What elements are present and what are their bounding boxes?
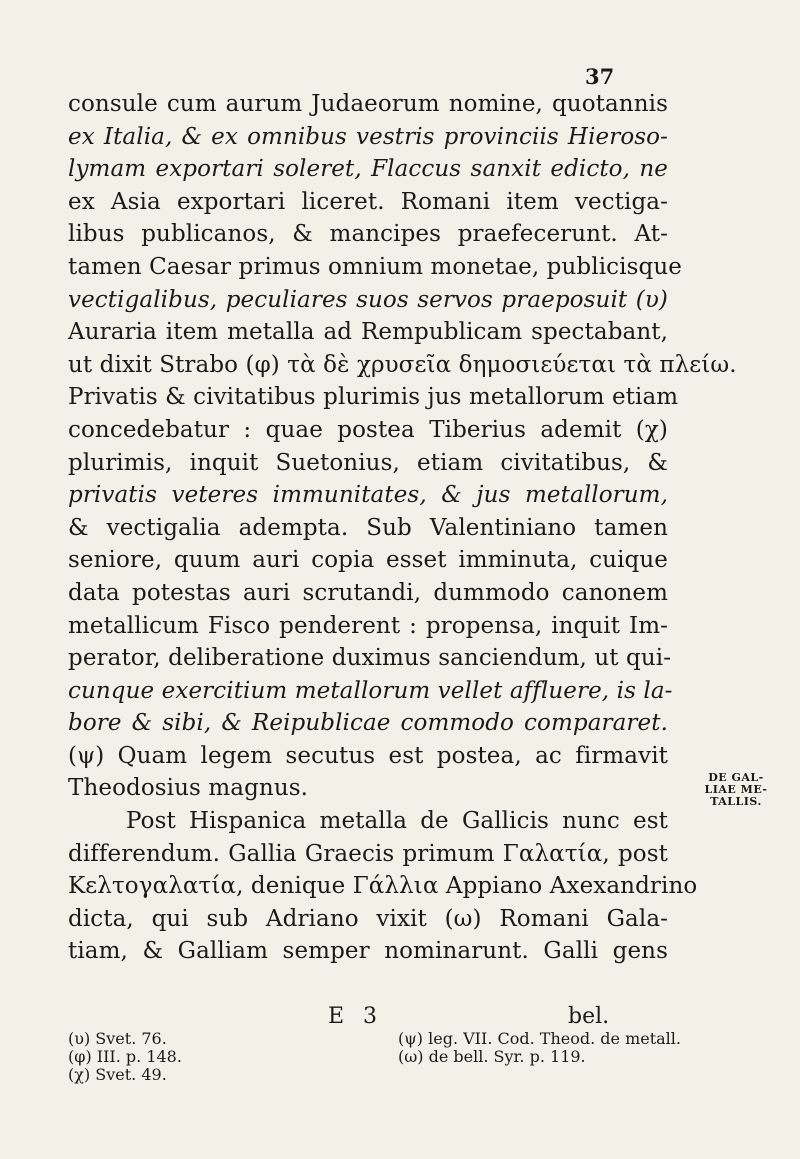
text-line: privatis veteres immunitates, & jus metallorum, xyxy=(68,482,668,509)
footnote: (υ) Svet. 76. xyxy=(68,1029,167,1048)
text-line: tamen Caesar primus omnium monetae, publicisque xyxy=(68,253,682,280)
text-line: differendum. Gallia Graecis primum Γαλατία, post xyxy=(68,840,668,867)
text-line: & vectigalia adempta. Sub Valentiniano tamen xyxy=(68,514,668,541)
text-line: plurimis, inquit Suetonius, etiam civitatibus, & xyxy=(68,449,668,476)
text-line: ex Italia, & ex omnibus vestris provinciis Hieroso- xyxy=(68,123,668,150)
text-line: ex Asia exportari liceret. Romani item vectiga- xyxy=(68,188,668,215)
marginal-note-line: DE GAL- xyxy=(708,771,764,784)
footnote: (χ) Svet. 49. xyxy=(68,1065,167,1084)
text-line: Auraria item metalla ad Rempublicam spectabant, xyxy=(68,319,668,346)
text-line: libus publicanos, & mancipes praefecerunt. At- xyxy=(68,221,668,248)
text-line: ut dixit Strabo (φ) τὰ δὲ χρυσεῖα δημοσιεύεται τὰ πλείω. xyxy=(68,351,737,378)
text-line: (ψ) Quam legem secutus est postea, ac firmavit xyxy=(68,742,668,769)
text-line: Post Hispanica metalla de Gallicis nunc est xyxy=(126,808,668,835)
text-line: Κελτογαλατία, denique Γάλλια Appiano Axexandrino xyxy=(68,873,698,900)
footnotes-right-column xyxy=(398,1030,748,1066)
text-line: concedebatur : quae postea Tiberius ademit (χ) xyxy=(68,416,668,443)
text-line: data potestas auri scrutandi, dummodo canonem xyxy=(68,579,668,606)
text-line: seniore, quum auri copia esset imminuta, cuique xyxy=(68,547,668,574)
marginal-note xyxy=(681,772,791,808)
text-line: perator, deliberatione duximus sanciendum, ut qui- xyxy=(68,645,672,672)
text-line: Privatis & civitatibus plurimis jus metallorum etiam xyxy=(68,384,679,411)
text-line: bore & sibi, & Reipublicae commodo compararet. xyxy=(68,710,668,737)
footnote: (φ) III. p. 148. xyxy=(68,1047,182,1066)
text-line: vectigalibus, peculiares suos servos praeposuit (υ) xyxy=(68,286,668,313)
text-line: dicta, qui sub Adriano vixit (ω) Romani Gala- xyxy=(68,905,668,932)
marginal-note-line: TALLIS. xyxy=(710,795,762,808)
footnotes-left-column xyxy=(68,1030,358,1084)
text-line: cunque exercitium metallorum vellet affluere, is la- xyxy=(68,677,673,704)
marginal-note-line: LIAE ME- xyxy=(704,783,768,796)
text-line: lymam exportari soleret, Flaccus sanxit edicto, ne xyxy=(68,156,668,183)
signature-mark: E 3 xyxy=(328,1004,384,1029)
page-number: 37 xyxy=(585,64,615,89)
footnote: (ψ) leg. VII. Cod. Theod. de metall. xyxy=(398,1029,681,1048)
text-line: Theodosius magnus. xyxy=(68,775,309,802)
catchword: bel. xyxy=(568,1004,610,1029)
text-line: consule cum aurum Judaeorum nomine, quotannis xyxy=(68,91,668,117)
footnote: (ω) de bell. Syr. p. 119. xyxy=(398,1047,586,1066)
text-line: tiam, & Galliam semper nominarunt. Galli gens xyxy=(68,938,668,965)
text-line: metallicum Fisco penderent : propensa, inquit Im- xyxy=(68,612,668,639)
